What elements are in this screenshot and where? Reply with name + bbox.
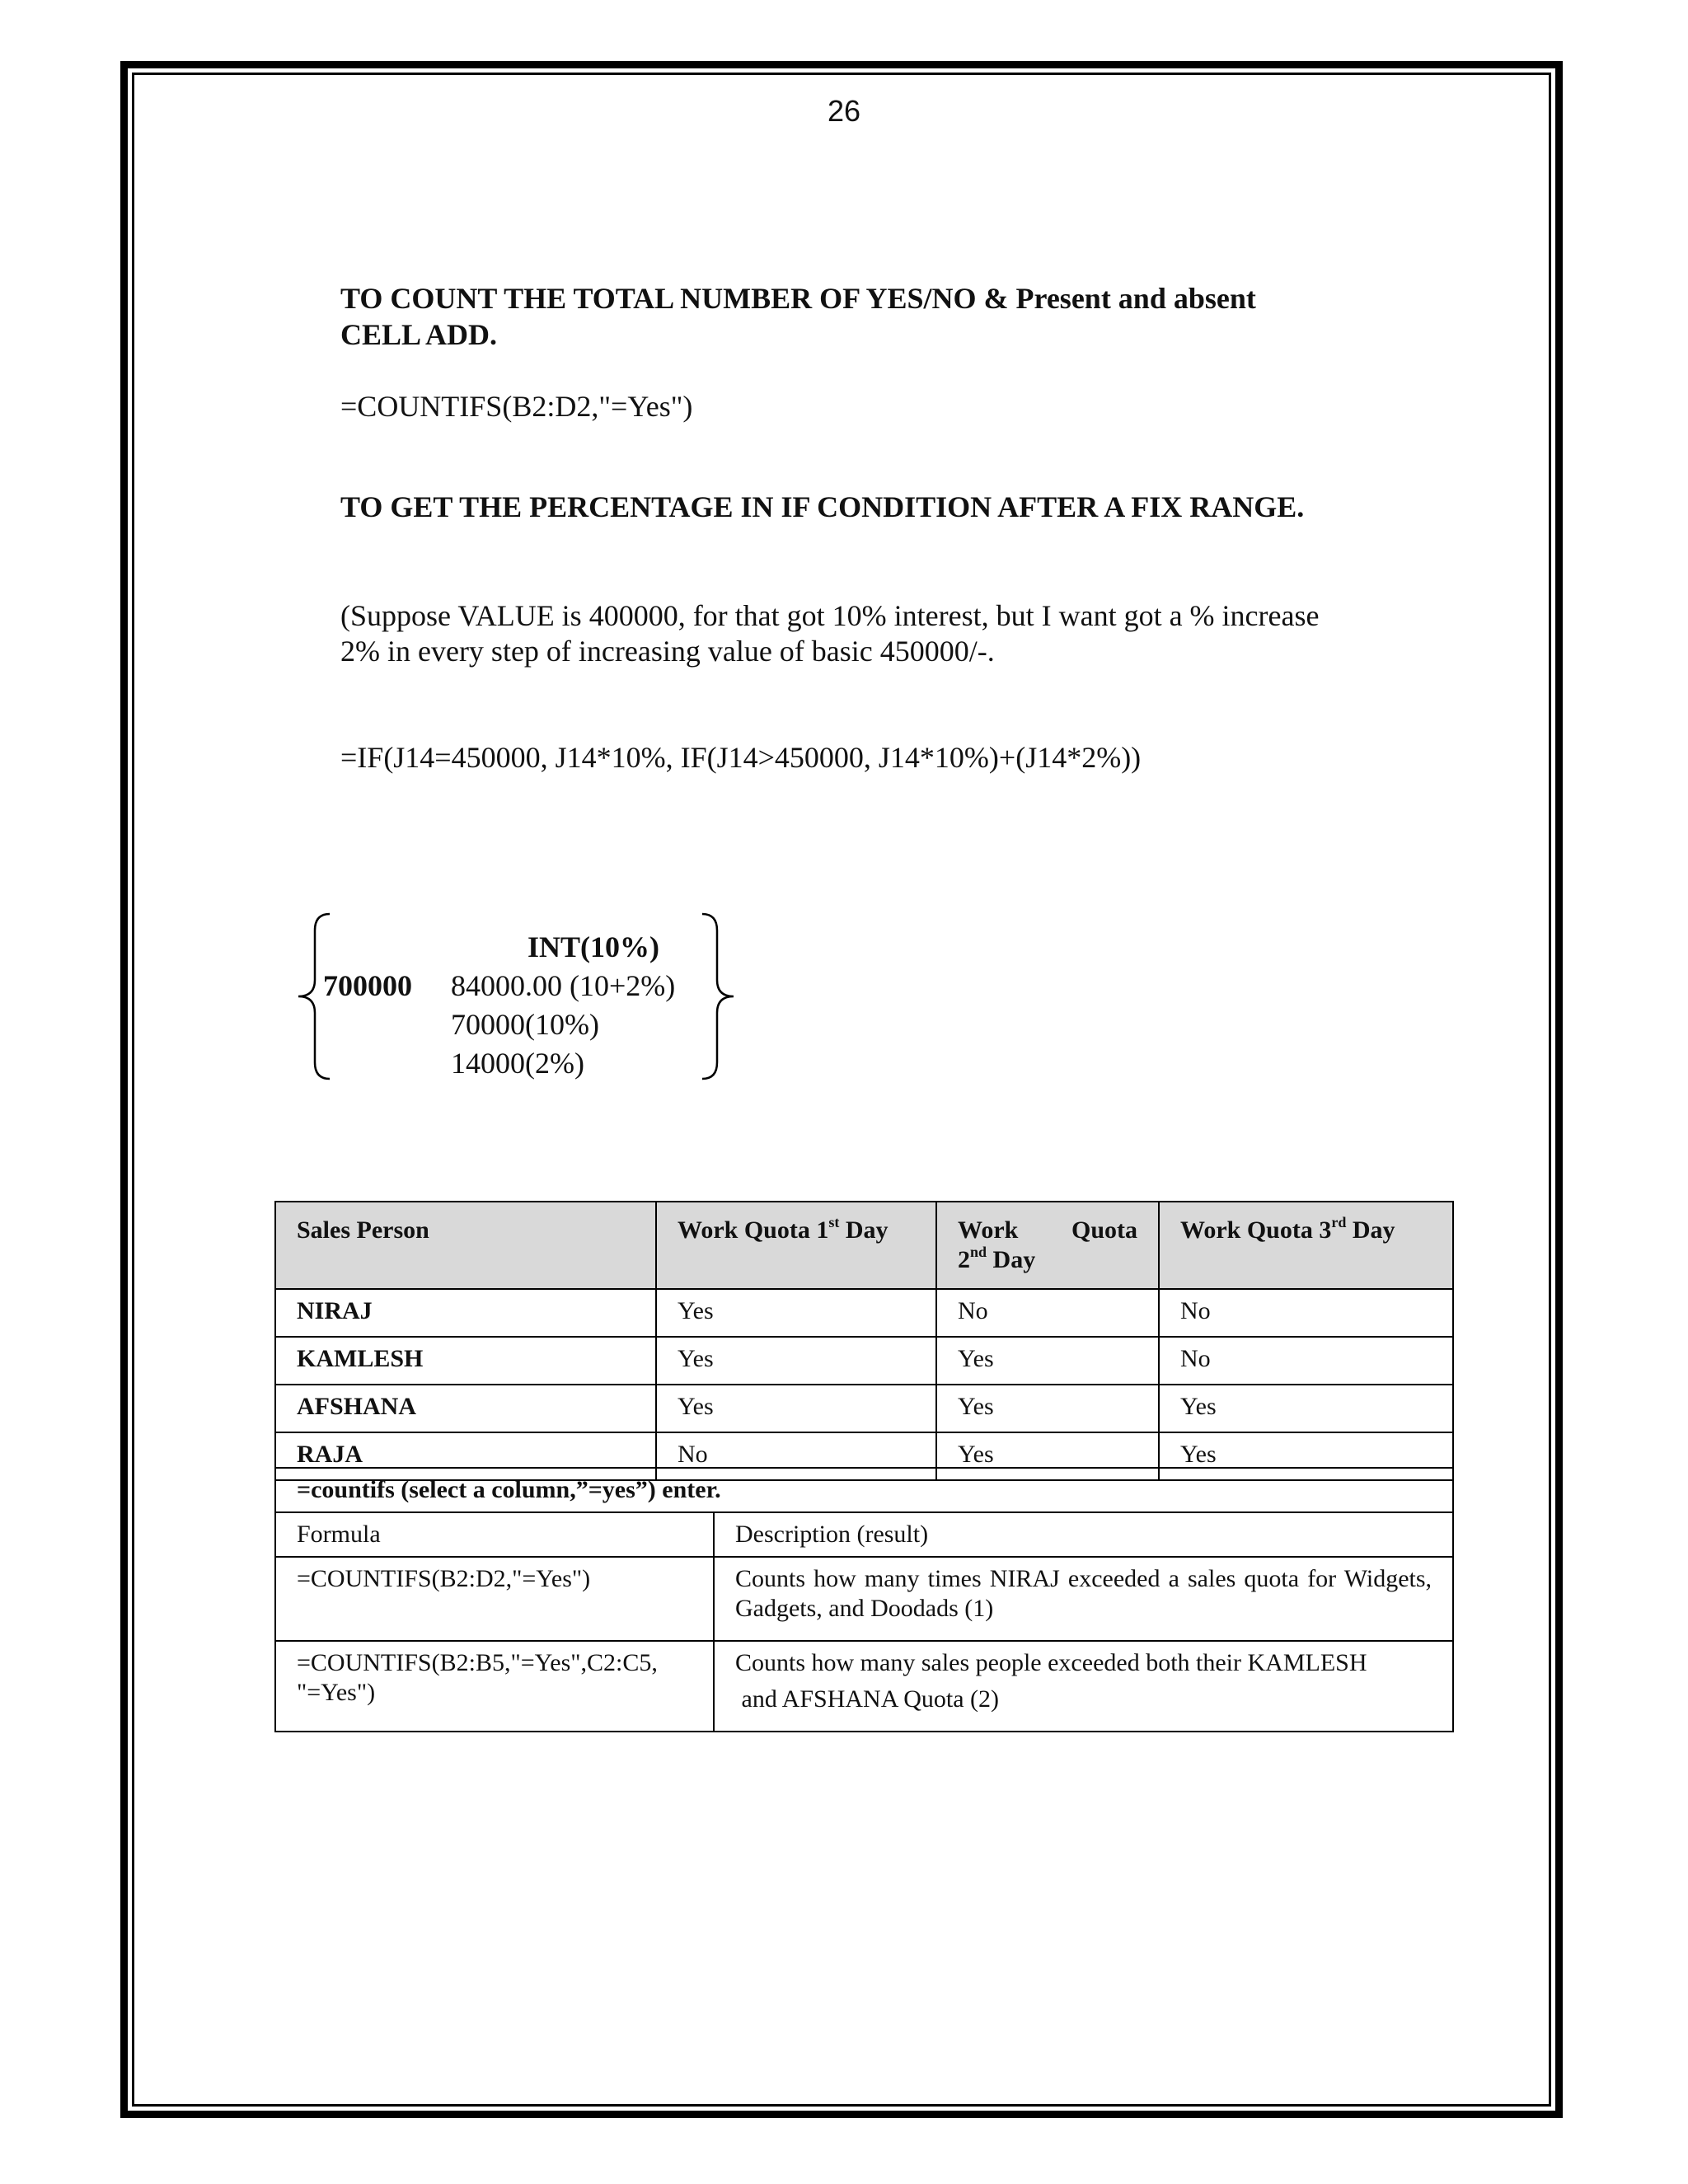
count-heading-line2: CELL ADD. xyxy=(340,318,498,351)
description-line1: Counts how many sales people exceeded both their KAMLESH xyxy=(735,1649,1367,1676)
formula-table xyxy=(274,1467,1454,1732)
calc-line: 14000(2%) xyxy=(451,1047,584,1080)
table-row xyxy=(275,1385,1453,1432)
day3-value: Yes xyxy=(1159,1432,1453,1480)
count-heading-line1: TO COUNT THE TOTAL NUMBER OF YES/NO & Present and absent xyxy=(340,282,1256,315)
day1-value: Yes xyxy=(656,1337,936,1385)
sales-person-name: NIRAJ xyxy=(275,1289,656,1337)
calc-line: 70000(10%) xyxy=(451,1008,599,1041)
sales-quota-table xyxy=(274,1201,1454,1481)
day3-value: No xyxy=(1159,1289,1453,1337)
formula-note-row xyxy=(275,1468,1453,1512)
description-cell xyxy=(714,1641,1453,1732)
header-sales-person: Sales Person xyxy=(275,1202,656,1289)
sales-person-name: KAMLESH xyxy=(275,1337,656,1385)
sales-person-name: RAJA xyxy=(275,1432,656,1480)
day1-value: Yes xyxy=(656,1385,936,1432)
sales-person-name: AFSHANA xyxy=(275,1385,656,1432)
table-row xyxy=(275,1557,1453,1641)
header-work-quota-day1: Work Quota 1st Day xyxy=(656,1202,936,1289)
formula-header-row xyxy=(275,1512,1453,1557)
page-border-inner xyxy=(132,73,1551,2107)
header-work-quota-day3: Work Quota 3rd Day xyxy=(1159,1202,1453,1289)
header-description: Description (result) xyxy=(714,1512,1453,1557)
right-brace-icon xyxy=(699,912,735,1080)
day1-value: No xyxy=(656,1432,936,1480)
day2-value: No xyxy=(936,1289,1159,1337)
if-formula: =IF(J14=450000, J14*10%, IF(J14>450000, J14*10%)+(J14*2%)) xyxy=(340,741,1142,774)
header-work-quota-day2: Work Quota 2nd Day xyxy=(936,1202,1159,1289)
table-row xyxy=(275,1337,1453,1385)
page-number: 26 xyxy=(827,94,861,128)
day1-value: Yes xyxy=(656,1289,936,1337)
day3-value: No xyxy=(1159,1337,1453,1385)
description-cell: Counts how many times NIRAJ exceeded a sales quota for Widgets, Gadgets, and Doodads (1) xyxy=(714,1557,1453,1641)
formula-cell: =COUNTIFS(B2:B5,"=Yes",C2:C5, "=Yes") xyxy=(275,1641,714,1732)
percentage-heading: TO GET THE PERCENTAGE IN IF CONDITION AFTER A FIX RANGE. xyxy=(340,490,1305,523)
calc-value: 700000 xyxy=(323,969,412,1002)
percentage-description xyxy=(340,598,1428,669)
count-heading xyxy=(340,280,1428,353)
header-formula: Formula xyxy=(275,1512,714,1557)
table-row xyxy=(275,1289,1453,1337)
countifs-note: =countifs (select a column,”=yes”) enter. xyxy=(275,1468,1453,1512)
table-row xyxy=(275,1641,1453,1732)
percentage-description-line1: (Suppose VALUE is 400000, for that got 10% interest, but I want got a % increase xyxy=(340,599,1320,632)
count-formula: =COUNTIFS(B2:D2,"=Yes") xyxy=(340,390,693,423)
day2-value: Yes xyxy=(936,1432,1159,1480)
day3-value: Yes xyxy=(1159,1385,1453,1432)
calc-line: 84000.00 (10+2%) xyxy=(451,969,676,1002)
day2-value: Yes xyxy=(936,1385,1159,1432)
percentage-description-line2: 2% in every step of increasing value of basic 450000/-. xyxy=(340,635,995,668)
calc-label: INT(10%) xyxy=(528,930,659,963)
table-header-row xyxy=(275,1202,1453,1289)
description-line2: and AFSHANA Quota (2) xyxy=(735,1685,999,1713)
day2-value: Yes xyxy=(936,1337,1159,1385)
formula-cell: =COUNTIFS(B2:D2,"=Yes") xyxy=(275,1557,714,1641)
